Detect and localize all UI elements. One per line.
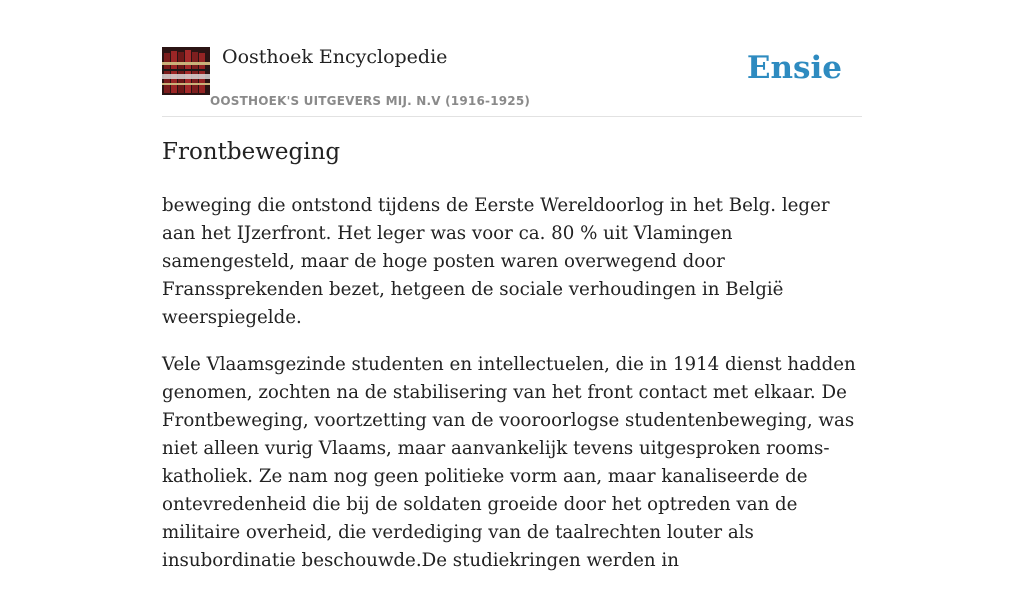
article-paragraph: beweging die ontstond tijdens de Eerste Wereldoorlog in het Belg. leger aan het IJzerfront. Het leger was voor ca. 80 % uit Vlamingen samengesteld, maar de hoge posten waren overwegend door Franssprekenden bezet, hetgeen de sociale verhoudingen in België weerspiegelde. — [162, 195, 830, 328]
article-title: Frontbeweging — [162, 139, 341, 165]
source-subtitle: OOSTHOEK'S UITGEVERS MIJ. N.V (1916-1925) — [210, 94, 531, 108]
source-title[interactable]: Oosthoek Encyclopedie — [222, 46, 448, 68]
source-header — [162, 0, 862, 117]
source-avatar[interactable] — [162, 47, 210, 95]
encyclopedia-books-icon — [162, 47, 210, 95]
article-paragraph: Vele Vlaamsgezinde studenten en intellectuelen, die in 1914 dienst hadden genomen, zochten na de stabilisering van het front contact met elkaar. De Frontbeweging, voortzetting van de vooroorlogse studentenbeweging, was niet alleen vurig Vlaams, maar aanvankelijk tevens uitgesproken rooms-katholiek. Ze nam nog geen politieke vorm aan, maar kanaliseerde de ontevredenheid die bij de soldaten groeide door het optreden van de militaire overheid, die verdediging van de taalrechten louter als insubordinatie beschouwde.De studiekringen werden in — [162, 354, 856, 571]
article-body — [162, 192, 862, 594]
ensie-logo-link[interactable]: Ensie — [746, 50, 842, 86]
page — [162, 0, 862, 571]
